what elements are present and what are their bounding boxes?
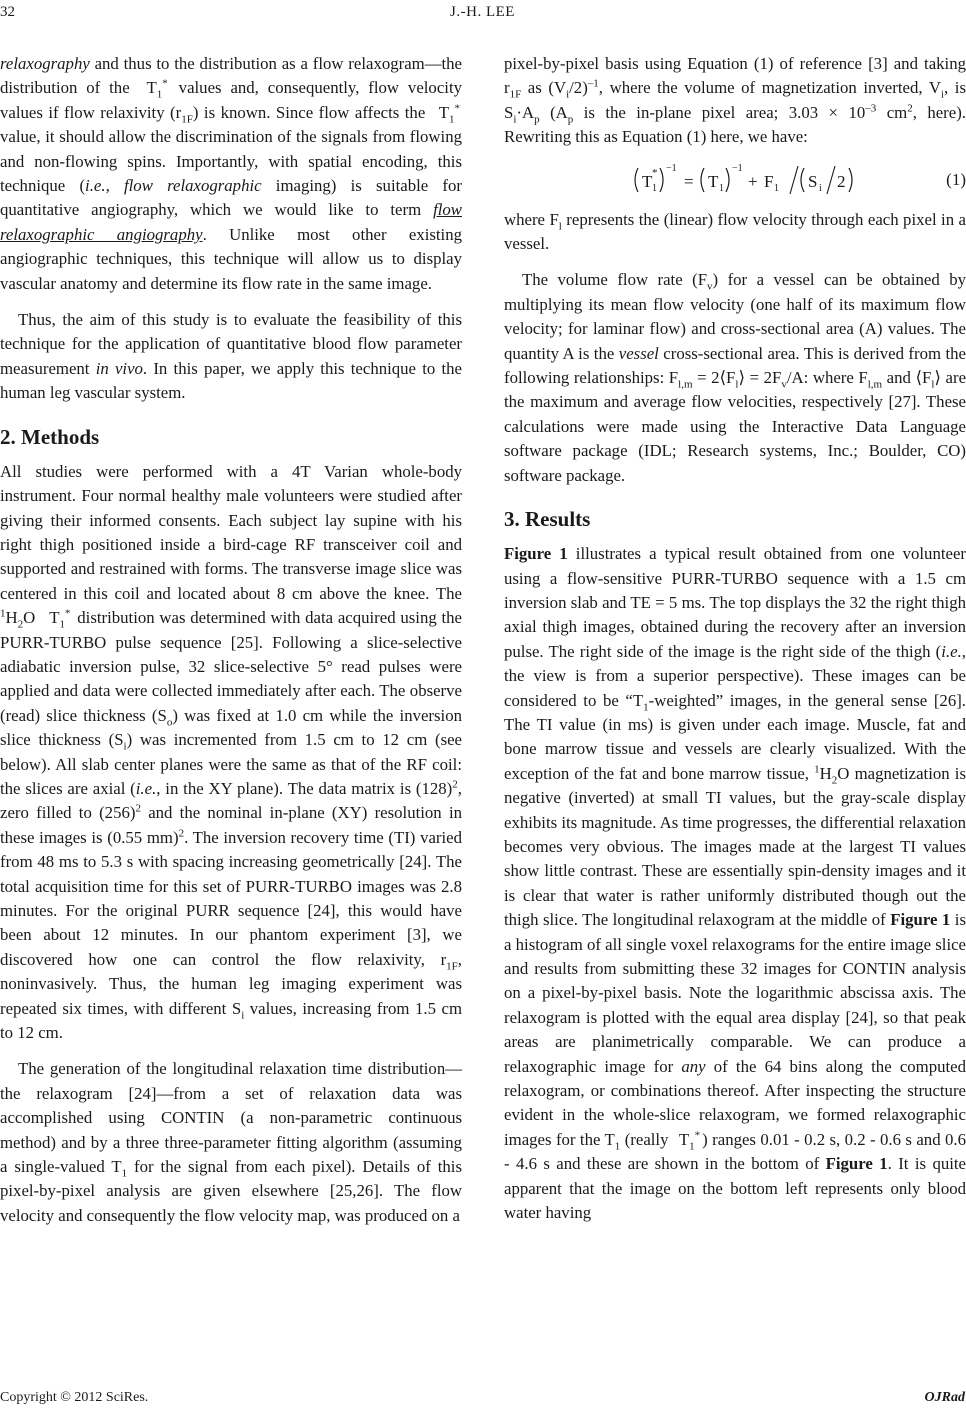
svg-text:1: 1 [774,182,779,194]
results-paragraph: Figure 1 illustrates a typical result obtained from one volunteer using a flow-sensitive PURR-TURBO sequence with a 1.5 cm inversion slab and TE = 5 ms. The top displays the 32 the right thigh axial thigh images, obtained during the recovery after an inversion pulse. The right side of the image is the right side of the thigh (i.e., the view is from a superior perspective). These images can be considered to be “$T_1$-weighted” images, in the general sense [26]. The TI value (in ms) is given under each image. Muscle, fat and bone marrow tissue and vessels are clearly visualized. With the exception of the fat and bone marrow tissue, $^1H_2O$ magnetization is negative (inverted) at small TI values, but the gray-scale display exhibits its magnitude. As time progresses, the differential relaxation becomes very obvious. The images made at the largest TI values show little contrast. These are essentially spin-density images and it is clear that water is rather uniformly distributed though out the thigh slice. The longitudinal relaxogram at the middle of Figure 1 is a histogram of all single voxel relaxograms for the entire image slice and results from submitting these 32 images for CONTIN analysis on a pixel-by-pixel basis. Note the logarithmic abscissa axis. The relaxogram is plotted with the equal area display [24], so that peak areas are planimetrically comparable. We can produce a relaxographic image for any of the 64 bins along the computed relaxogram, or combinations thereof. After inspecting the structure evident in the whole-slice relaxogram, we formed relaxographic images for the $T_1$ (really $T_1^*$ ) ranges 0.01 - 0.2 s, 0.2 - 0.6 s and 0.6 - 4.6 s and these are shown in the bottom of Figure 1. It is quite apparent that the image on the bottom left represents only blood water having [504,544,966,1223]
svg-text:−1: −1 [732,162,743,174]
aim-paragraph: Thus, the aim of this study is to evaluate the feasibility of this technique for the application of quantitative blood flow parameter measurement in vivo. In this paper, we apply this technique to the human leg vascular system. [0,310,462,403]
methods-heading: 2. Methods [0,424,100,449]
intro-paragraph: relaxography and thus to the distribution as a flow relaxogram—the distribution of the $T_1^*$ values and, consequently, flow velocity values if flow relaxivity $(r_{1F})$ is known. Since flow affects the $T_1^*$ value, it should allow the discrimination of the signals from flowing and non-flowing spins. Importantly, with spatial encoding, this technique (i.e., flow relaxographic imaging) is suitable for quantitative angiography, which we would like to term flow relaxographic angiography. Unlike most other existing angiographic techniques, this technique will allow us to display vascular anatomy and determine its flow rate in the same image. [0,54,463,293]
equation-number: (1) [946,169,966,189]
where-paragraph: where $F_l$ represents the (linear) flow velocity through each pixel in a vessel. [504,209,966,254]
left-column [0,52,462,1228]
svg-text:*: * [652,166,658,179]
right-column [504,52,966,1225]
svg-text:+: + [748,171,758,191]
running-head: J.-H. LEE [450,4,515,20]
svg-text:i: i [819,182,822,194]
svg-text:2: 2 [837,171,846,191]
results-heading: 3. Results [504,507,591,532]
page-number: 32 [0,4,15,20]
svg-text:1: 1 [719,182,724,194]
svg-text:T: T [642,171,653,191]
contin-paragraph: The generation of the longitudinal relaxation time distribution—the relaxogram [24]—from a set of relaxation data was accomplished using CONTIN (a non-parametric continuous method) and by a three three-parameter fitting algorithm (assuming a single-valued $T_1$ for the signal from each pixel). Details of this pixel-by-pixel analysis are given elsewhere [25,26]. The flow velocity and consequently the flow velocity map, was produced on a [0,1059,462,1225]
volume-flow-paragraph: The volume flow rate $(F_v)$ for a vessel can be obtained by multiplying its mean flow velocity (one half of its maximum flow velocity; for laminar flow) and cross-sectional area (A) values. The quantity A is the vessel cross-sectional area. This is derived from the following relationships: $F_{l,m}$ = $2⟨F_l⟩ = 2F_v/A$: where $F_{l,m}$ and $⟨F_l⟩$ are the maximum and average flow velocities, respectively [27]. These calculations were made using the Interactive Data Language software package (IDL; Research systems, Inc.; Boulder, CO) software package. [504,270,966,485]
copyright-notice: Copyright © 2012 SciRes. [0,1390,149,1405]
svg-text:T: T [708,171,719,191]
equation-1 [504,158,966,200]
svg-text:S: S [808,171,818,191]
journal-name: OJRad [924,1390,965,1405]
equation-body [632,162,862,203]
svg-text:−1: −1 [666,162,677,174]
svg-text:F: F [764,171,774,191]
svg-text:1: 1 [652,182,657,194]
methods-paragraph: All studies were performed with a 4T Varian whole-body instrument. Four normal healthy male volunteers were studied after giving their informed consents. Each subject lay supine with his right thigh positioned inside a bird-cage RF transceiver coil and supported and restrained with forms. The transverse image slice was centered in this coil and located about 8 cm above the knee. The $^1H_2O$ $T_1^*$ distribution was determined with data acquired using the PURR-TURBO pulse sequence [25]. Following a slice-selective adiabatic inversion pulse, 32 slice-selective 5° read pulses were applied and data were collected immediately after each. The observe (read) slice thickness $(S_o)$ was fixed at 1.0 cm while the inversion slice thickness $(S_i)$ was incremented from 1.5 cm to 12 cm (see below). All slab center planes were the same as that of the RF coil: the slices are axial (i.e., in the XY plane). The data matrix is $(128)^2$, zero filled to $(256)^2$ and the nominal in-plane (XY) resolution in these images is (0.55 mm)$^2$. The inversion recovery time (TI) varied from 48 ms to 5.3 s with spacing increasing geometrically [24]. The total acquisition time for this set of PURR-TURBO images was 2.8 minutes. For the original PURR sequence [24], this would have been about 12 minutes. In our phantom experiment [3], we discovered how one can control the flow relaxivity, $r_{1F}$, noninvasively. Thus, the human leg imaging experiment was repeated six times, with different $S_i$ values, increasing from 1.5 cm to 12 cm. [0,461,463,1043]
svg-text:=: = [684,171,694,191]
flow-map-paragraph: pixel-by-pixel basis using Equation (1) of reference [3] and taking $r_{1F}$ as $(V_i/2)^{-1}$, where the volume of magnetization inverted, $V_i$, is $S_i\cdot A_p$ ($A_p$ is the in-plane pixel area; $3.03 \times 10^{-3}$ $cm^2$, here). Rewriting this as Equation (1) here, we have: [504,54,966,147]
equation-graphic [632,162,862,198]
